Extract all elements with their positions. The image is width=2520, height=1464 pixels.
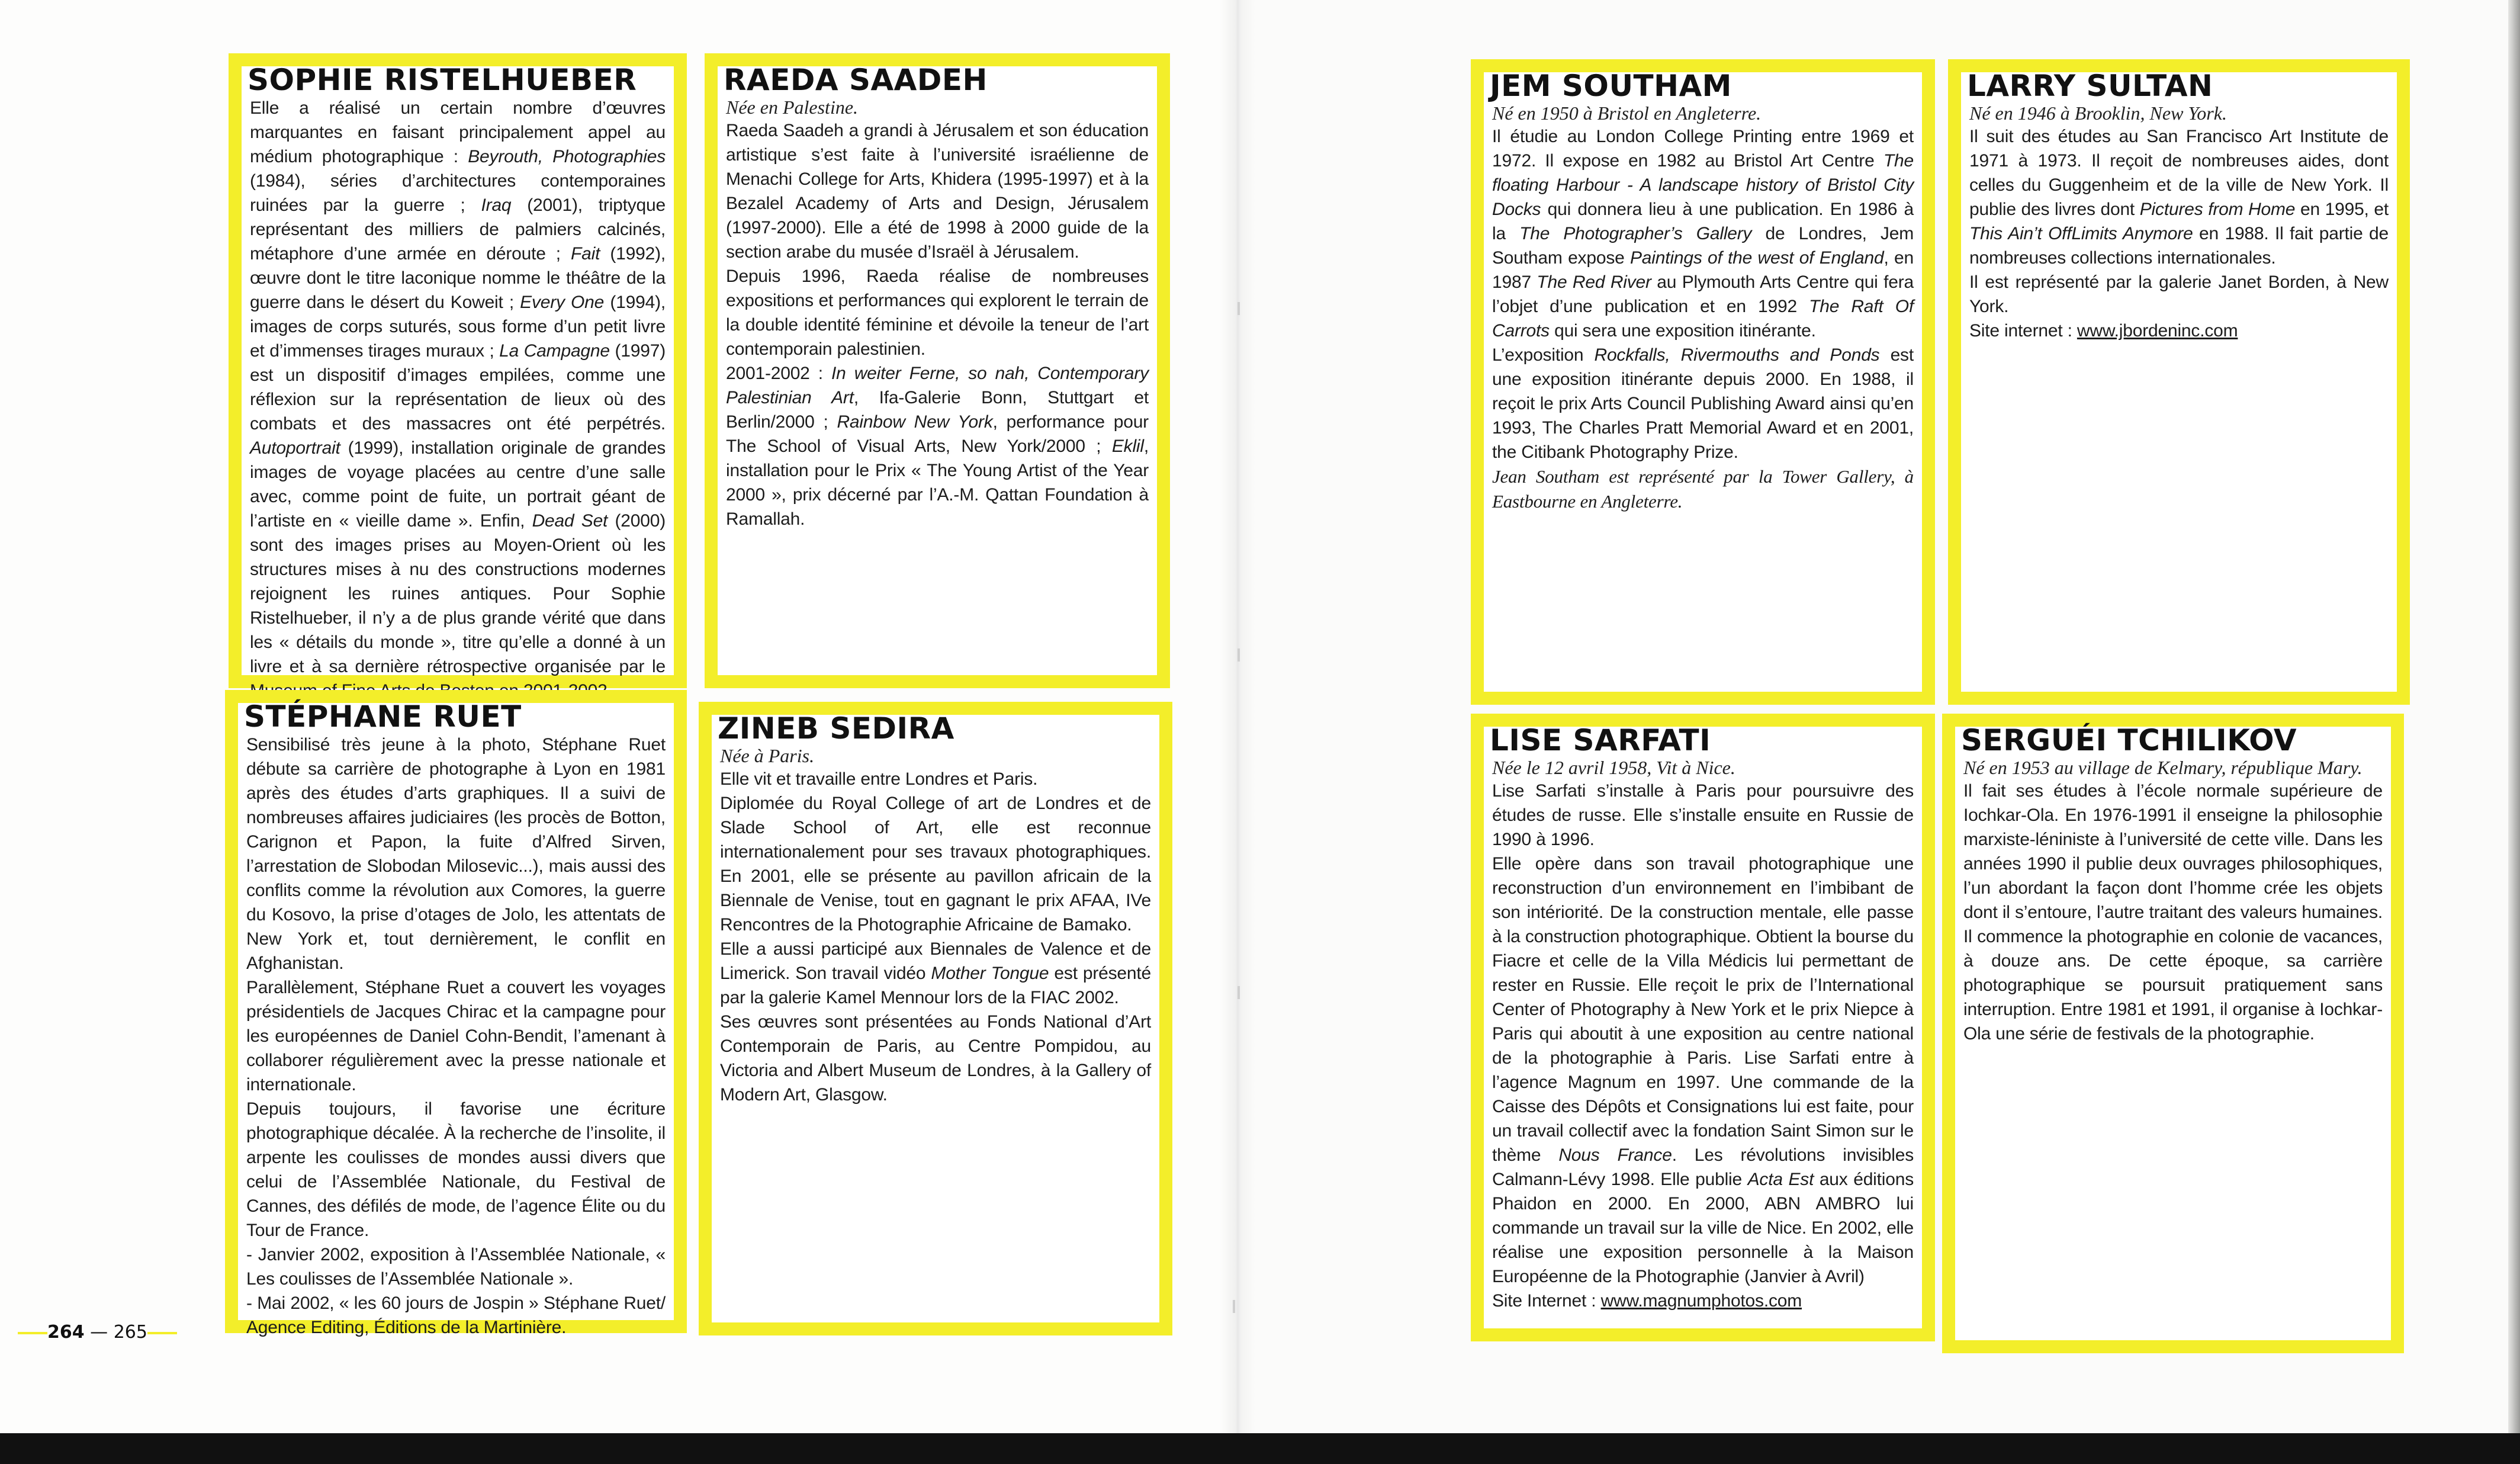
text-run: The Photographer’s Gallery	[1519, 224, 1752, 243]
text-run: Ses œuvres sont présentées au Fonds National d’Art Contemporain de Paris, au Centre Pompidou, au Victoria and Albert Museum de Londres, à la Gallery of Modern Art, Glasgow.	[720, 1012, 1151, 1105]
bio-text	[1492, 779, 1914, 1313]
text-run: qui sera une exposition itinérante.	[1549, 321, 1816, 341]
text-run: , installation pour le Prix « The Young Artist of the Year 2000 », prix décerné par l’A.-M. Qattan Foundation à Ramallah.	[726, 436, 1149, 529]
text-run: Diplomée du Royal College of art de Londres et de Slade School of Art, elle est reconnue internationalement pour ses travaux photographiques. En 2001, elle se présente au pavillon africain de la Biennale de Venise, tout en gagnant le prix AFAA, IVe Rencontres de la Photographie Africaine de Bamako.	[720, 794, 1151, 935]
text-run: (1997) est un dispositif d’images empilées, comme une réflexion sur la représentation de lieux où des combats et des massacres ont été perpétrés.	[250, 341, 666, 434]
text-run: Il suit des études au San Francisco Art Institute de 1971 à 1973. Il reçoit de nombreuses aides, dont celles du Guggenheim et de la ville de New York. Il publie des livres dont	[1969, 127, 2389, 219]
bio-text	[726, 118, 1149, 531]
text-run: Paintings of the west of England	[1630, 248, 1884, 268]
text-run: Parallèlement, Stéphane Ruet a couvert les voyages présidentiels de Jacques Chirac et la campagne pour les européennes de Daniel Cohn-Bendit, l’amenant à collaborer régulièrement avec la presse nationale et internationale.	[246, 978, 666, 1094]
text-run: (2001), triptyque représentant des milliers de palmiers calcinés, métaphore d’une armée en déroute ;	[250, 195, 666, 264]
text-run: Il étudie au London College Printing entre 1969 et 1972. Il expose en 1982 au Bristol Art Centre	[1492, 127, 1914, 171]
bio-paragraph	[720, 791, 1151, 937]
text-run: - Mai 2002, « les 60 jours de Jospin » Stéphane Ruet/ Agence Editing, Éditions de la Martinière.	[246, 1293, 666, 1337]
text-run: (2000) sont des images prises au Moyen-Orient où les structures mises à nu des constructions modernes rejoignent les ruines antiques. Pour Sophie Ristelhueber, il n’y a de plus grande vérité que dans les « détails du monde », titre qu’elle a donné à un livre et à sa dernière rétrospective organisée par le	[250, 511, 666, 676]
text-run: (1999), installation originale de grandes images de voyage placées au centre d’une salle avec, comme point de fuite, un portrait géant de l’artiste en « vieille dame ». Enfin,	[250, 438, 666, 531]
bio-paragraph	[246, 1097, 666, 1243]
text-run: aux éditions Phaidon en 2000. En 2000, ABN AMBRO lui commande un travail sur la ville de Nice. En 2002, elle réalise une exposition personnelle à la Maison Européenne de la Photographie (Janvier à Avril)	[1492, 1170, 1914, 1286]
scan-bottom-band	[0, 1433, 2520, 1464]
text-run: Depuis toujours, il favorise une écriture photographique décalée. À la recherche de l’insolite, il arpente les coulisses de mondes aussi divers que celui de l’Assemblée Nationale, du Festival de Cannes, des défilés de mode, de l’agence Élite ou du Tour de France.	[246, 1099, 666, 1240]
artist-birth: Né en 1953 au village de Kelmary, république Mary.	[1963, 757, 2362, 778]
page-numbers	[18, 1322, 177, 1343]
text-run: Dead Set	[532, 511, 608, 531]
bio-card-sarfati	[1471, 714, 1935, 1341]
text-run: This Ain’t OffLimits Anymore	[1969, 224, 2193, 243]
text-run: The Raft Of Carrots	[1492, 297, 1914, 341]
gutter-mark	[1233, 1300, 1235, 1313]
folio-rule	[147, 1332, 177, 1334]
bio-paragraph	[250, 96, 666, 703]
bio-paragraph	[246, 1291, 666, 1340]
text-run: Pictures from Home	[2139, 200, 2296, 219]
bio-paragraph	[1963, 779, 2383, 1046]
text-run: est une exposition itinérante depuis 2000. En 1988, il reçoit le prix Arts Council Publishing Award ainsi qu’en 1993, The Charles Pratt Memorial Award et en 2001, the Citibank Photography Prize.	[1492, 345, 1914, 462]
text-run: Il est représenté par la galerie Janet Borden, à New York.	[1969, 272, 2389, 316]
bio-paragraph	[246, 1243, 666, 1291]
text-run: La Campagne	[499, 341, 610, 361]
artist-name: LISE SARFATI	[1490, 723, 1711, 757]
bio-paragraph	[726, 118, 1149, 264]
text-run: Nous France	[1558, 1145, 1672, 1165]
text-run: en 1995, et	[2295, 200, 2389, 219]
text-run: 2001-2002 :	[726, 364, 831, 383]
artist-name: SOPHIE RISTELHUEBER	[247, 63, 637, 97]
bio-paragraph	[1492, 343, 1914, 464]
text-run: Rainbow New York	[837, 412, 993, 432]
text-run: Beyrouth, Photographies	[468, 147, 666, 166]
bio-text	[1969, 124, 2389, 343]
artist-birth: Née à Paris.	[720, 745, 815, 766]
text-run: Eklil	[1111, 436, 1144, 456]
text-run: - Janvier 2002, exposition à l’Assemblée Nationale, « Les coulisses de l’Assemblée Nationale ».	[246, 1245, 666, 1289]
artist-birth: Née en Palestine.	[726, 97, 859, 118]
text-run: Depuis 1996, Raeda réalise de nombreuses expositions et performances qui explorent le terrain de la double identité féminine et dévoile la teneur de l’art contemporain palestinien.	[726, 267, 1149, 359]
bio-paragraph	[726, 361, 1149, 531]
bio-card-sedira	[699, 702, 1172, 1335]
artist-birth: Née le 12 avril 1958, Vit à Nice.	[1492, 757, 1735, 778]
text-run: (1984), séries d’architectures contemporaines ruinées par la guerre ;	[250, 171, 666, 215]
text-run: Il fait ses études à l’école normale supérieure de Iochkar-Ola. En 1976-1991 il enseigne la philosophie marxiste-léniniste à l’université de cette ville. Dans les années 1990 il publie deux ouvrages philosophiques, l’un abordant la façon dont l’homme crée les objets dont il s’entoure, l’autre traitant des valeurs humaines. Il commence la photographie en colonie de vacances, à douze ans. De cette époque, sa carrière photographique se poursuit pratiquement sans interruption. Entre 1981 et 1991, il organise à Iochkar-Ola une série de festivals de la photographie.	[1963, 781, 2383, 1044]
text-run: , en 1987	[1492, 248, 1914, 292]
text-run: est présenté par la galerie Kamel Mennour lors de la FIAC 2002.	[720, 964, 1151, 1007]
page-number-left: 264	[47, 1322, 85, 1343]
text-run: , Ifa-Galerie Bonn, Stuttgart et Berlin/2000 ;	[726, 388, 1149, 432]
folio-rule	[18, 1332, 47, 1334]
text-run: The Red River	[1537, 272, 1651, 292]
bio-paragraph	[1969, 270, 2389, 319]
text-run: Elle vit et travaille entre Londres et Paris.	[720, 769, 1038, 789]
text-run: Autoportrait	[250, 438, 340, 458]
text-run: Site internet :	[1969, 321, 2077, 341]
bio-text	[1963, 779, 2383, 1046]
gutter-mark	[1238, 648, 1240, 662]
text-run: Fait	[571, 244, 600, 264]
bio-paragraph	[1969, 319, 2389, 343]
artist-birth: Né en 1950 à Bristol en Angleterre.	[1492, 102, 1762, 124]
text-run: Mother Tongue	[931, 964, 1049, 983]
artist-name: JEM SOUTHAM	[1490, 69, 1732, 103]
text-run[interactable]: www.magnumphotos.com	[1600, 1291, 1802, 1311]
bio-paragraph	[720, 767, 1151, 791]
text-run: Site Internet :	[1492, 1291, 1601, 1311]
bio-paragraph	[1492, 464, 1914, 514]
text-run: Elle a aussi participé aux Biennales de Valence et de Limerick. Son travail vidéo	[720, 939, 1151, 983]
text-run: Sensibilisé très jeune à la photo, Stéphane Ruet débute sa carrière de photographe à Lyon en 1981 après des études d’arts graphiques. Il a suivi de nombreuses affaires judiciaires (les procès de Botton, Carignon et Papon, la fuite d’Alfred Sirven, l’arrestation de Slobodan Milosevic...), mais aussi des conflits comme la révolution aux Comores, la guerre du Kosovo, la prise d’otages de Jolo, les attentats de New York et, tout dernièrement, le conflit en Afghanistan.	[246, 735, 666, 973]
text-run[interactable]: www.jbordeninc.com	[2077, 321, 2238, 341]
text-run: . Les révolutions invisibles Calmann-Lévy 1998. Elle publie	[1492, 1145, 1914, 1189]
book-gutter	[1220, 0, 1255, 1433]
bio-paragraph	[726, 264, 1149, 361]
text-run: (1992), œuvre dont le titre laconique nomme le théâtre de la guerre dans le désert du Koweit ;	[250, 244, 666, 312]
artist-name: SERGUÉI TCHILIKOV	[1961, 723, 2297, 757]
bio-paragraph	[720, 1010, 1151, 1107]
bio-card-southam	[1471, 59, 1935, 705]
artist-name: LARRY SULTAN	[1967, 69, 2213, 103]
text-run: , performance pour The School of Visual Arts, New York/2000 ;	[726, 412, 1149, 456]
bio-paragraph	[246, 975, 666, 1097]
gutter-mark	[1238, 302, 1240, 315]
text-run: de Londres, Jem Southam expose	[1492, 224, 1914, 268]
bio-card-sultan	[1948, 59, 2410, 705]
bio-paragraph	[720, 937, 1151, 1010]
text-run: Every One	[520, 293, 605, 312]
bio-text	[246, 733, 666, 1340]
bio-card-ruet	[225, 690, 687, 1337]
text-run: (1994), images de corps suturés, sous forme d’un petit livre et d’immenses tirages muraux ;	[250, 293, 666, 361]
bio-paragraph	[1492, 779, 1914, 852]
artist-name: STÉPHANE RUET	[244, 699, 522, 734]
bio-paragraph	[1492, 1289, 1914, 1313]
text-run: L’exposition	[1492, 345, 1595, 365]
bio-card-tchilikov	[1942, 714, 2404, 1353]
gutter-mark	[1238, 986, 1240, 999]
text-run: In weiter Ferne, so nah, Contemporary Palestinian Art	[726, 364, 1149, 407]
text-run: Acta Est	[1747, 1170, 1814, 1189]
text-run: Rockfalls, Rivermouths and Ponds	[1594, 345, 1880, 365]
text-run: Elle a réalisé un certain nombre d’œuvres marquantes en faisant principalement appel au médium photographique :	[250, 98, 666, 166]
text-run: Lise Sarfati s’installe à Paris pour poursuivre des études de russe. Elle s’installe ensuite en Russie de 1990 à 1996.	[1492, 781, 1914, 849]
bio-paragraph	[1492, 852, 1914, 1289]
text-run: en 1988. Il fait partie de nombreuses collections internationales.	[1969, 224, 2389, 268]
text-run: Jean Southam est représenté par la Tower Gallery, à Eastbourne en Angleterre.	[1492, 466, 1914, 512]
text-run: au Plymouth Arts Centre qui fera l’objet d’une publication et en 1992	[1492, 272, 1914, 316]
text-run: Iraq	[481, 195, 512, 215]
text-run: The floating Harbour - A landscape history of Bristol City Docks	[1492, 151, 1914, 219]
page-number-right: 265	[113, 1322, 147, 1343]
folio-rule-sep: —	[84, 1322, 114, 1343]
text-run: Raeda Saadeh a grandi à Jérusalem et son éducation artistique s’est faite à l’université israélienne de Menachi College for Arts, Khidera (1995-1997) et à la Bezalel Academy of Arts and Design, Jérusalem (1997-2000). Elle a été de 1998 à 2000 guide de la section arabe du musée d’Israël à Jérusalem.	[726, 121, 1149, 262]
artist-name: RAEDA SAADEH	[724, 63, 988, 97]
bio-card-ristelhueber	[229, 53, 687, 688]
bio-paragraph	[1969, 124, 2389, 270]
page-edge	[2508, 0, 2520, 1433]
bio-text	[720, 767, 1151, 1107]
bio-paragraph	[246, 733, 666, 975]
text-run: Elle opère dans son travail photographique une reconstruction d’un environnement en l’imbibant de son intériorité. De la construction mentale, elle passe à la construction photographique. Obtient la bourse du Fiacre et celle de la Villa Médicis lui permettant de rester en Russie. Elle reçoit le prix de l’International Center of Photography à New York et le prix Niepce à Paris qui aboutit à une exposition au centre national de la photographie à Paris. Lise Sarfati entre à l’agence Magnum en 1997. Une commande de la Caisse des Dépôts et Consignations lui est faite, pour un travail collectif avec la fondation Saint Simon sur le thème	[1492, 854, 1914, 1165]
bio-text	[250, 96, 666, 703]
bio-card-saadeh	[705, 53, 1170, 688]
bio-text	[1492, 124, 1914, 514]
artist-birth: Né en 1946 à Brooklin, New York.	[1969, 102, 2227, 124]
bio-paragraph	[1492, 124, 1914, 343]
text-run: qui donnera lieu à une publication. En 1986 à la	[1492, 200, 1914, 243]
artist-name: ZINEB SEDIRA	[718, 711, 954, 746]
